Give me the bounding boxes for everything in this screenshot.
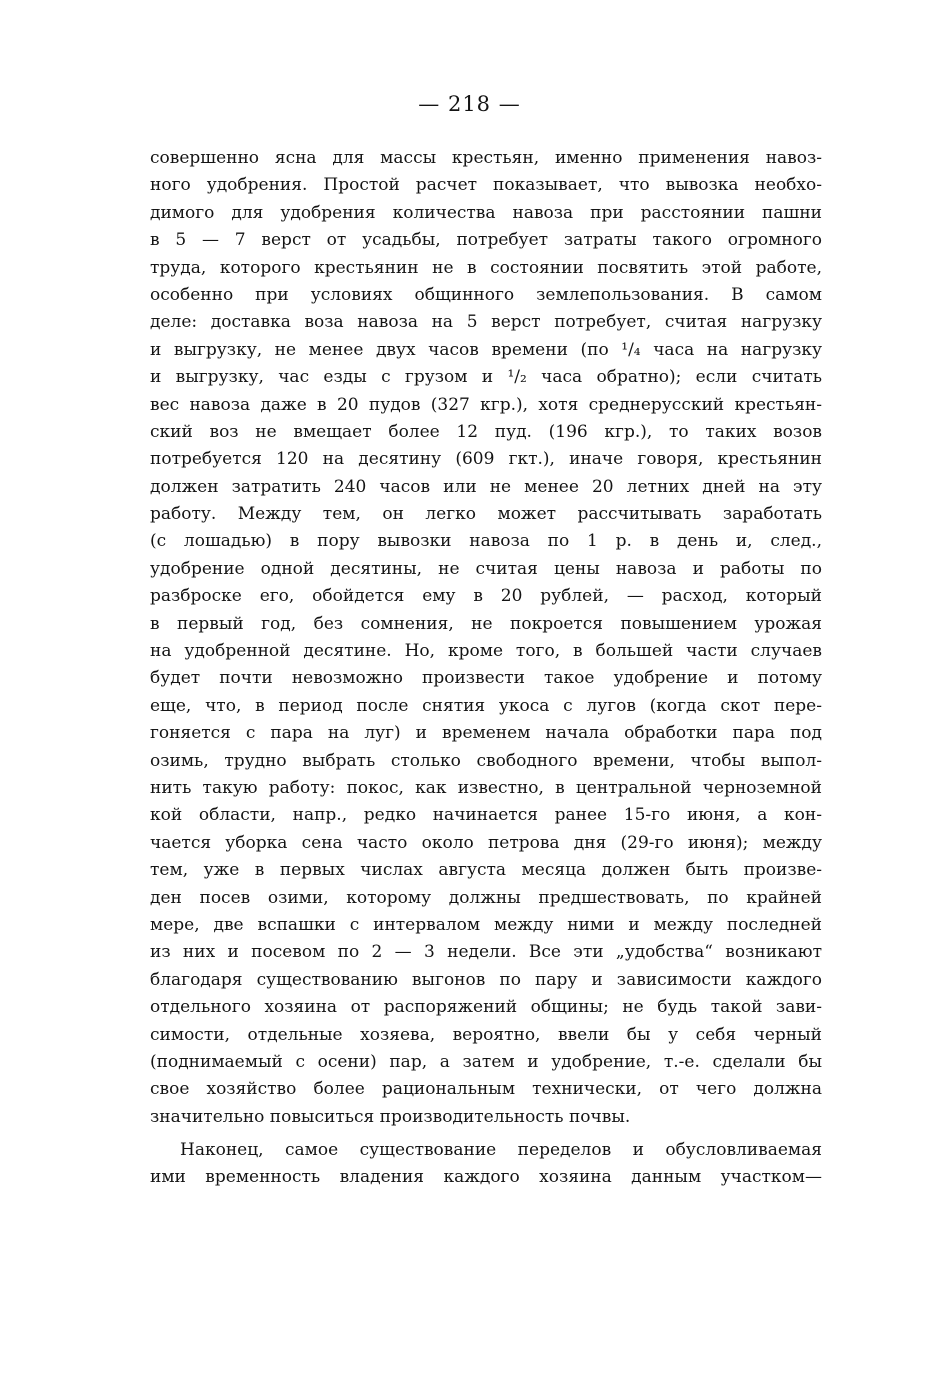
text-line: должен затратить 240 часов или не менее 20 летних дней на эту	[150, 476, 822, 497]
text-line: из них и посевом по 2 — 3 недели. Все эти „удобства“ возникают	[150, 942, 822, 963]
text-line: особенно при условиях общинного землепользования. В самом	[150, 284, 822, 305]
text-line: деле: доставка воза навоза на 5 верст потребует, считая нагрузку	[150, 312, 822, 333]
text-line: гоняется с пара на луг) и временем начала обработки пара под	[150, 723, 822, 744]
text-line: разброске его, обойдется ему в 20 рублей, — расход, который	[150, 586, 822, 607]
text-line: отдельного хозяина от распоряжений общины; не будь такой зави-	[150, 997, 822, 1018]
text-line: нить такую работу: покос, как известно, в центральной черноземной	[150, 777, 822, 798]
text-line: озимь, трудно выбрать столько свободного времени, чтобы выпол-	[150, 750, 822, 771]
text-line: труда, которого крестьянин не в состоянии посвятить этой работе,	[150, 257, 822, 278]
text-line: удобрение одной десятины, не считая цены навоза и работы по	[150, 558, 822, 579]
text-line: симости, отдельные хозяева, вероятно, ввели бы у себя черный	[150, 1024, 822, 1045]
text-line: ного удобрения. Простой расчет показывает, что вывозка необхо-	[150, 175, 822, 196]
text-line: значительно повыситься производительность почвы.	[150, 1106, 631, 1127]
text-line: (с лошадью) в пору вывозки навоза по 1 р. в день и, след.,	[150, 531, 822, 552]
text-line: в первый год, без сомнения, не покроется повышением урожая	[150, 613, 822, 634]
text-line: благодаря существованию выгонов по пару и зависимости каждого	[150, 969, 822, 990]
text-line: будет почти невозможно произвести такое удобрение и потому	[150, 668, 822, 689]
text-line: ими временность владения каждого хозяина данным участком—	[150, 1167, 822, 1188]
text-line: мере, две вспашки с интервалом между ними и между последней	[150, 914, 822, 935]
text-line: (поднимаемый с осени) пар, а затем и удобрение, т.-е. сделали бы	[150, 1051, 822, 1072]
paragraph-1	[150, 145, 822, 1131]
paragraph-2	[150, 1137, 822, 1192]
body-text	[150, 145, 822, 1192]
page-number: — 218 —	[418, 92, 521, 116]
text-line: тем, уже в первых числах августа месяца должен быть произве-	[150, 860, 822, 881]
text-line: и выгрузку, час езды с грузом и ¹/₂ часа обратно); если считать	[150, 367, 822, 388]
text-line: на удобренной десятине. Но, кроме того, в большей части случаев	[150, 641, 822, 662]
text-line: ден посев озими, которому должны предшествовать, по крайней	[150, 887, 822, 908]
text-line: и выгрузку, не менее двух часов времени (по ¹/₄ часа на нагрузку	[150, 339, 822, 360]
text-line: работу. Между тем, он легко может рассчитывать заработать	[150, 504, 822, 525]
text-line: еще, что, в период после снятия укоса с лугов (когда скот пере-	[150, 695, 822, 716]
text-line: свое хозяйство более рациональным технически, от чего должна	[150, 1079, 822, 1100]
text-line: чается уборка сена часто около петрова дня (29-го июня); между	[150, 832, 822, 853]
text-line: совершенно ясна для массы крестьян, именно применения навоз-	[150, 148, 822, 168]
text-line: ский воз не вмещает более 12 пуд. (196 кгр.), то таких возов	[150, 421, 822, 442]
text-line: кой области, напр., редко начинается ранее 15-го июня, а кон-	[150, 805, 822, 826]
text-line: Наконец, самое существование переделов и обусловливаемая	[180, 1140, 822, 1161]
text-line: в 5 — 7 верст от усадьбы, потребует затраты такого огромного	[150, 230, 822, 251]
text-line: димого для удобрения количества навоза при расстоянии пашни	[150, 202, 822, 223]
text-line: потребуется 120 на десятину (609 гкт.), иначе говоря, крестьянин	[150, 449, 822, 470]
text-line: вес навоза даже в 20 пудов (327 кгр.), хотя среднерусский крестьян-	[150, 394, 822, 415]
